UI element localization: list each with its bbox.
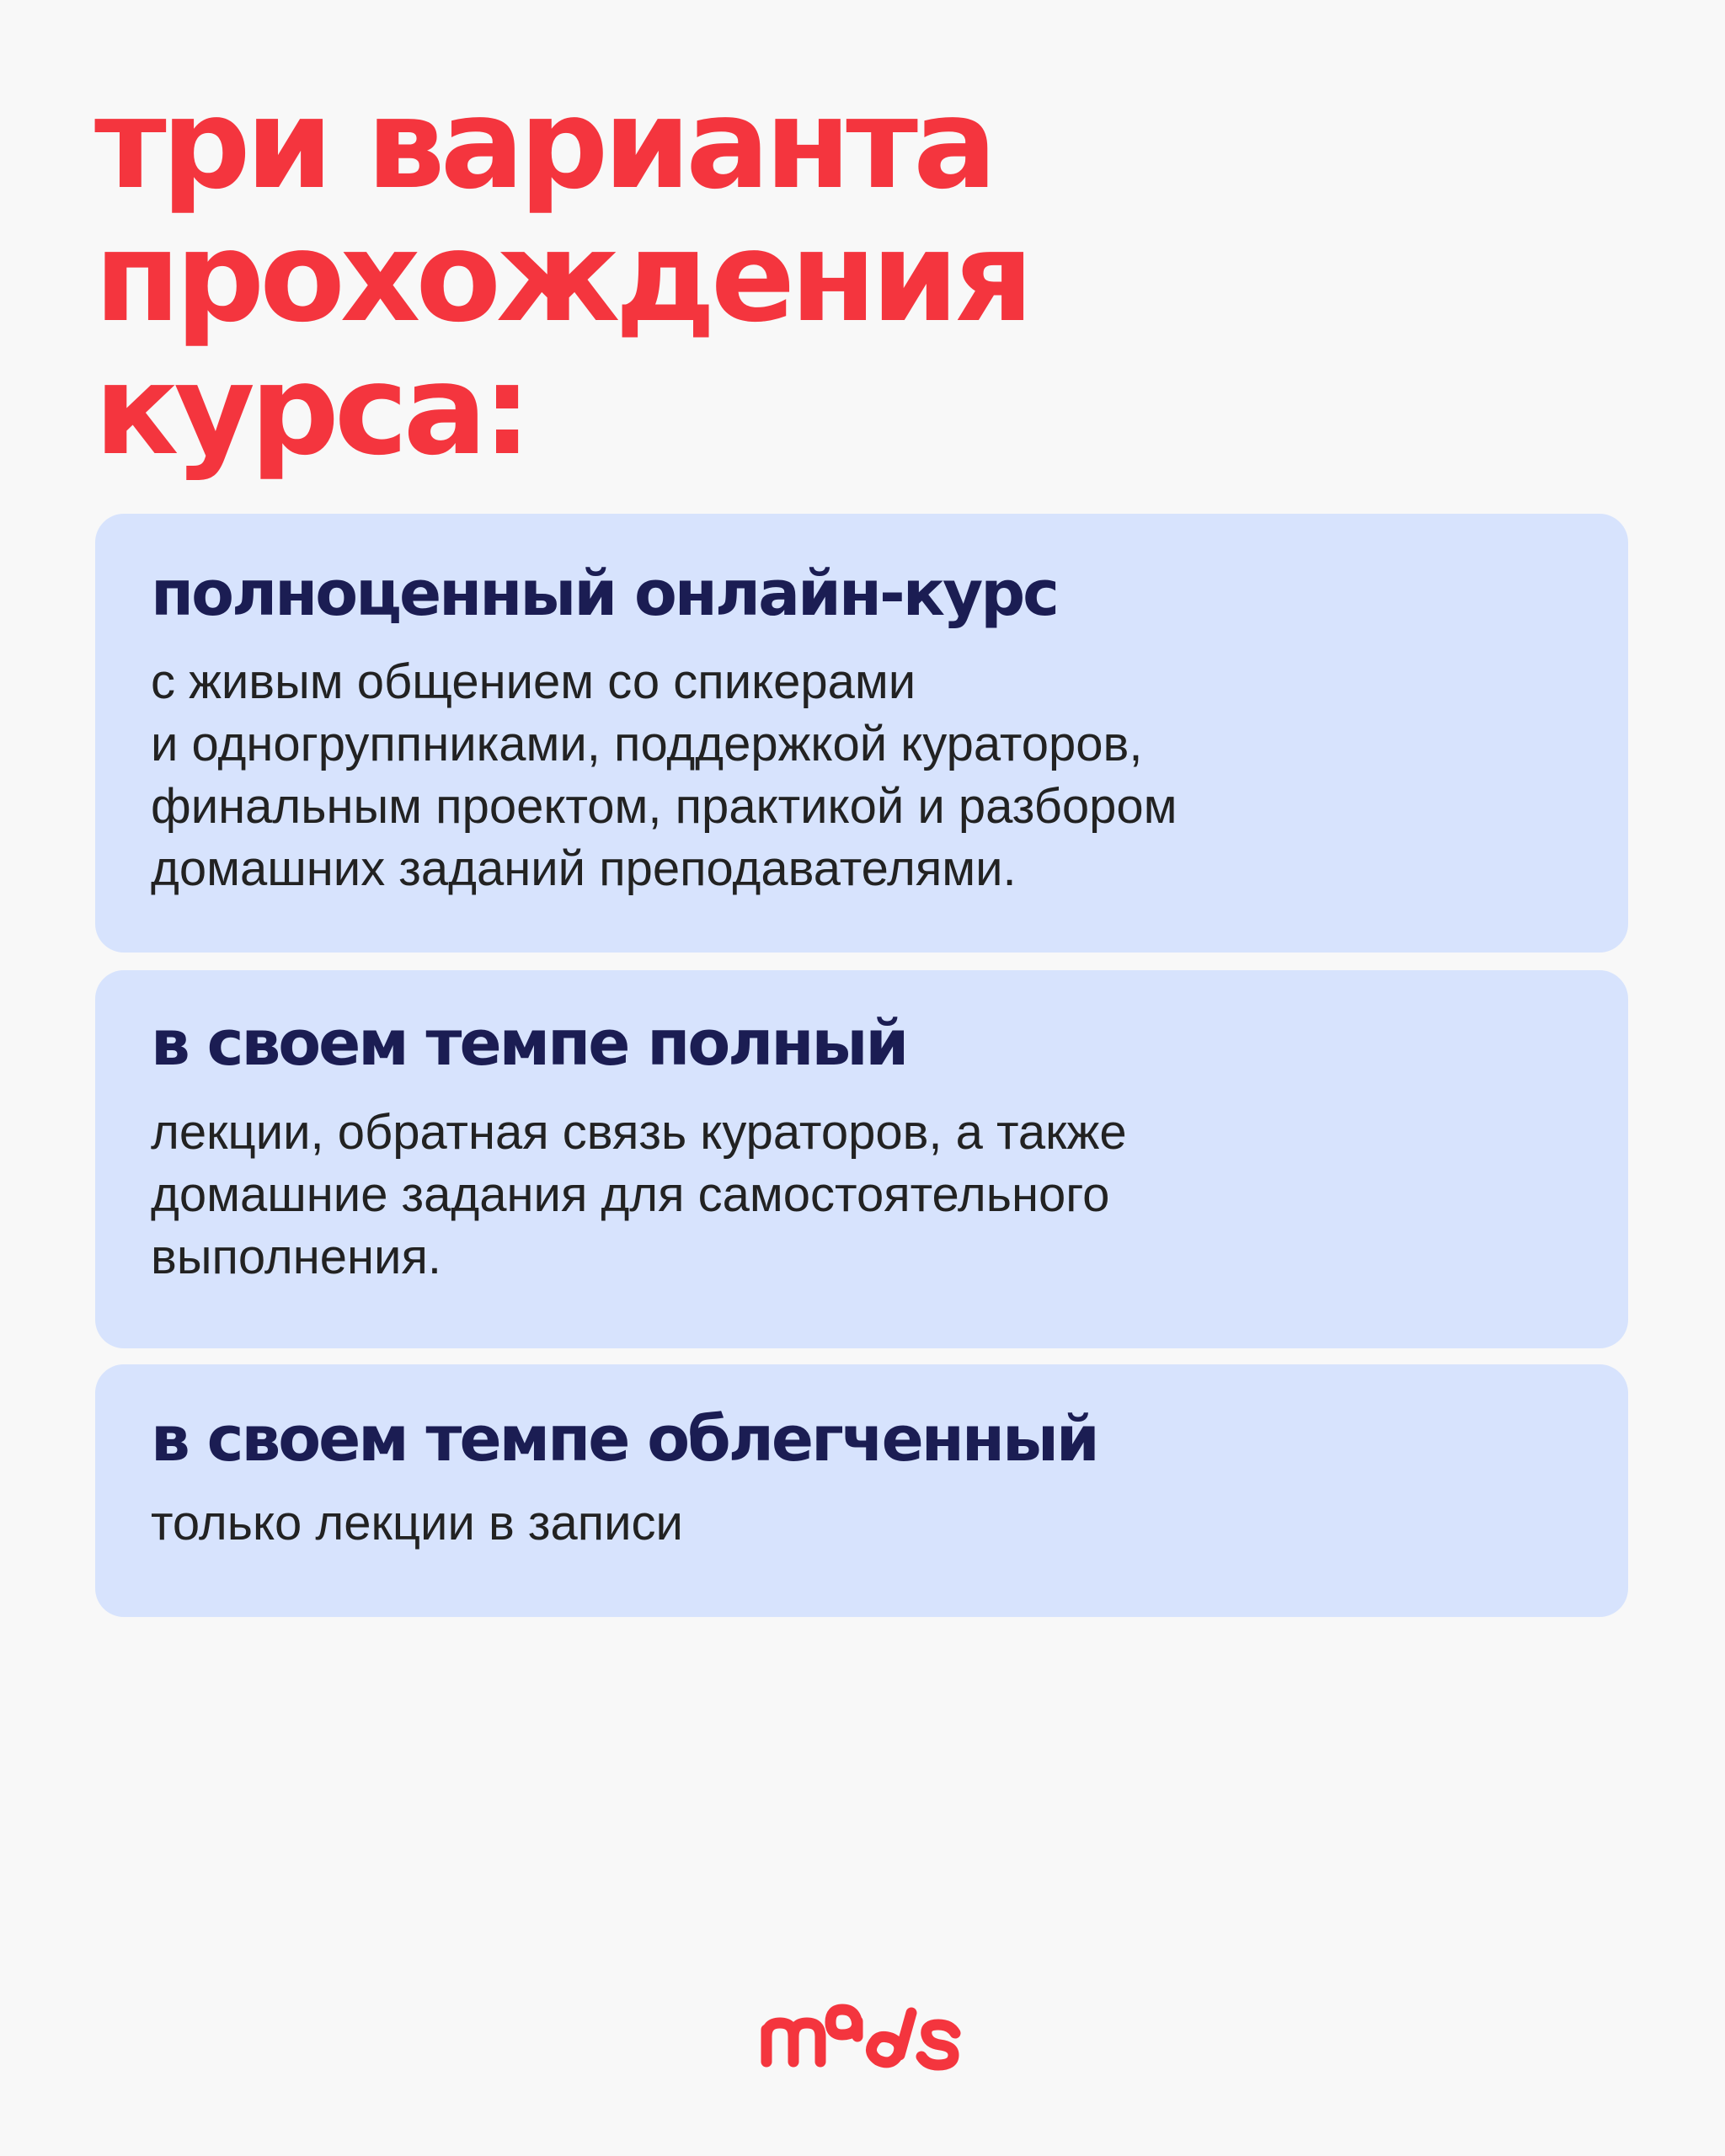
mads-logo: [758, 1996, 969, 2072]
page-title: [94, 72, 1029, 483]
page-title-line: курса:: [94, 338, 527, 483]
option-description: [151, 1492, 683, 1555]
option-description-line: и одногруппниками, поддержкой кураторов,: [151, 717, 1143, 771]
option-description-line: домашних заданий преподавателями.: [151, 841, 1017, 896]
option-description-line: с живым общением со спикерами: [151, 654, 916, 709]
option-card-self-paced-full: [95, 970, 1628, 1348]
option-title: полноценный онлайн-курс: [151, 558, 1058, 630]
option-description: [151, 651, 1178, 900]
option-description-line: только лекции в записи: [151, 1496, 683, 1550]
option-card-full-online: [95, 514, 1628, 953]
option-card-self-paced-light: [95, 1364, 1628, 1617]
option-title: в своем темпе полный: [151, 1007, 907, 1080]
option-description-line: финальным проектом, практикой и разбором: [151, 779, 1178, 834]
page-title-line: три варианта: [94, 72, 992, 216]
option-description-line: домашние задания для самостоятельного: [151, 1167, 1110, 1222]
option-title: в своем темпе облегченный: [151, 1403, 1097, 1476]
option-description-line: выполнения.: [151, 1230, 441, 1284]
option-description-line: лекции, обратная связь кураторов, а также: [151, 1105, 1127, 1160]
page-title-line: прохождения: [94, 205, 1029, 350]
option-description: [151, 1102, 1127, 1289]
